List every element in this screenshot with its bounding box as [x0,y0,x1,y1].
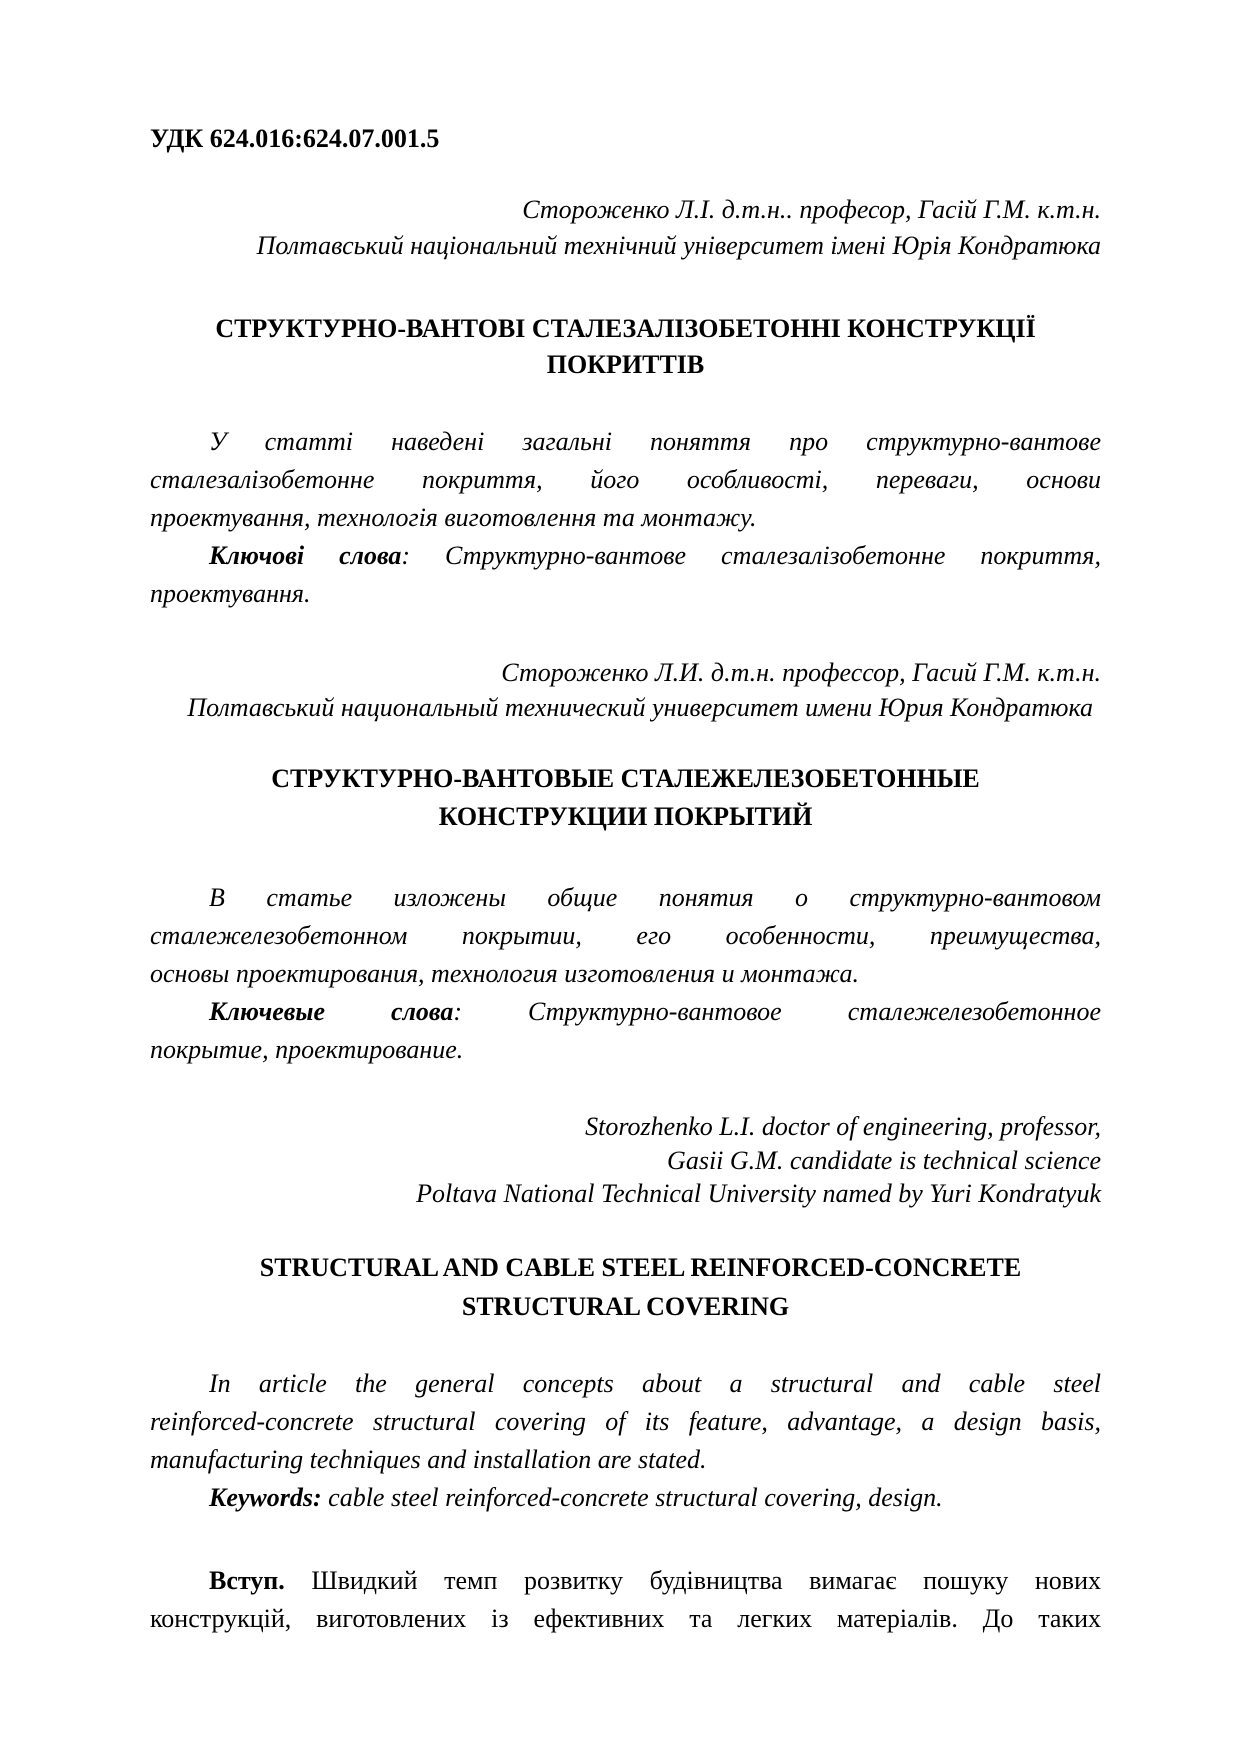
keywords-label: Keywords: [209,1483,322,1512]
keywords-text: cable steel reinforced-concrete structural covering, design. [321,1483,943,1512]
ua-keywords-line1 [150,537,1101,575]
ru-keywords-line1 [150,993,1101,1031]
intro-line1 [150,1562,1101,1600]
abstract-line: сталежелезобетонном покрытии, его особенности, преимущества, [150,921,1101,950]
ua-keywords-line2: проектування. [150,579,311,608]
abstract-line: У статті наведені загальні поняття про структурно-вантове [209,427,1101,456]
ru-authors: Стороженко Л.И. д.т.н. профессор, Гасий Г.М. к.т.н. [501,658,1101,687]
intro-text: Швидкий темп розвитку будівництва вимагає пошуку нових [284,1566,1101,1595]
abstract-line: проектування, технологія виготовлення та монтажу. [150,503,757,532]
keywords-label: Ключові слова [209,541,402,570]
ru-affiliation: Полтавський национальный технический университет имени Юрия Кондратюка [187,693,1093,722]
intro-paragraph [150,1562,1101,1638]
abstract-line: сталезалізобетонне покриття, його особливості, переваги, основи [150,465,1101,494]
ru-keywords-line2: покрытие, проектирование. [150,1035,464,1064]
abstract-line: reinforced-concrete structural covering of its feature, advantage, a design basis, [150,1407,1101,1436]
ua-authors: Стороженко Л.І. д.т.н.. професор, Гасій Г.М. к.т.н. [522,195,1101,224]
abstract-line: основы проектирования, технология изготовления и монтажа. [150,959,859,988]
en-keywords [150,1479,1101,1517]
intro-line2: конструкцій, виготовлених із ефективних та легких матеріалів. До таких [150,1604,1101,1633]
ua-affiliation: Полтавський національний технічний університет імені Юрія Кондратюка [256,231,1101,260]
en-title-line2: STRUCTURAL COVERING [461,1292,790,1321]
en-title-line1: STRUCTURAL AND CABLE STEEL REINFORCED-CONCRETE [259,1253,1022,1282]
udc-code: УДК 624.016:624.07.001.5 [150,124,440,153]
ua-title-line2: ПОКРИТТІВ [546,350,705,379]
ua-abstract [150,423,1101,613]
ru-title-line2: КОНСТРУКЦИИ ПОКРЫТИЙ [438,802,813,831]
en-authors-line2: Gasii G.M. candidate is technical science [667,1146,1101,1175]
keywords-text: : Структурно-вантовое сталежелезобетонное [453,997,1101,1026]
en-authors-line1: Storozhenko L.I. doctor of engineering, professor, [585,1112,1101,1141]
en-affiliation: Poltava National Technical University named by Yuri Kondratyuk [416,1179,1101,1208]
keywords-text: : Структурно-вантове сталезалізобетонне покриття, [401,541,1101,570]
ua-title-line1: СТРУКТУРНО-ВАНТОВІ СТАЛЕЗАЛІЗОБЕТОННІ КОНСТРУКЦІЇ [215,314,1036,343]
abstract-line: В статье изложены общие понятия о структурно-вантовом [209,883,1101,912]
ru-abstract [150,879,1101,1069]
abstract-line: In article the general concepts about a structural and cable steel [209,1369,1101,1398]
intro-label: Вступ. [209,1566,285,1595]
abstract-line: manufacturing techniques and installation are stated. [150,1445,707,1474]
en-abstract [150,1365,1101,1517]
keywords-label: Ключевые слова [209,997,454,1026]
ru-title-line1: СТРУКТУРНО-ВАНТОВЫЕ СТАЛЕЖЕЛЕЗОБЕТОННЫЕ [271,764,980,793]
